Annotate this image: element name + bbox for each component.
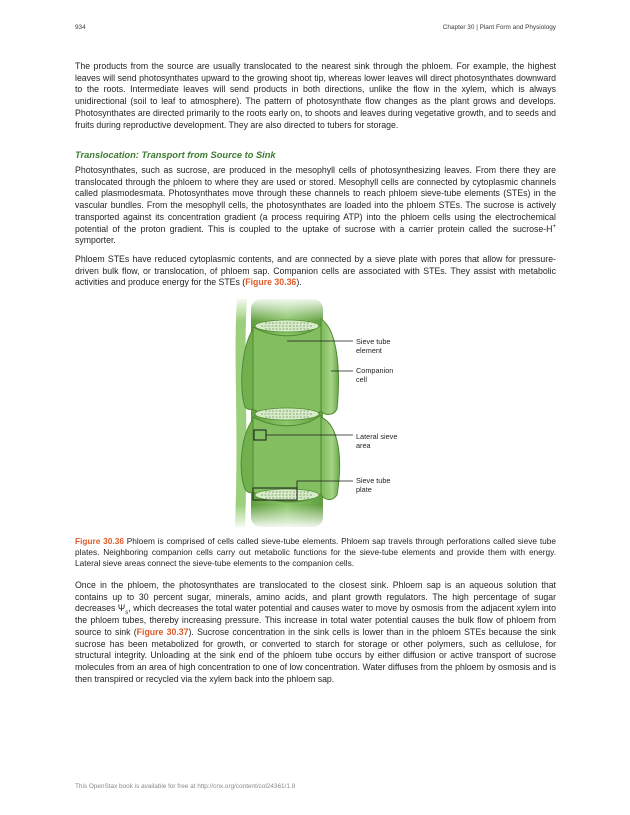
top-fade — [225, 299, 355, 321]
sieve-tube-element-1 — [253, 325, 321, 420]
superscript-plus: + — [552, 223, 556, 230]
companion-cell-1 — [321, 319, 338, 415]
left-tissue — [235, 299, 247, 527]
companion-cell-2 — [321, 417, 340, 500]
label-sieve-tube-element-2: element — [356, 346, 382, 355]
label-sieve-tube-plate-2: plate — [356, 485, 372, 494]
phloem-figure — [225, 299, 425, 527]
figure-caption — [75, 536, 556, 569]
paragraph-source-sink: The products from the source are usually translocated to the nearest sink through the phloem. For example, the highest leaves will send photosynthates upward to the growing shoot tip, whereas lower leaves will direct photosynthates downward to the roots. Intermediate leaves will send products in both directions, unlike the flow in the xylem, which is always unidirectional (soil to leaf to atmosphere). The pattern of photosynthate flow changes as the plant grows and develops. Photosynthates are directed primarily to the roots early on, to shoots and leaves during vegetative growth, and to seeds and fruits during reproductive development. They are also directed to tubers for storage. — [75, 61, 556, 130]
label-sieve-tube-plate-1: Sieve tube — [356, 476, 391, 485]
paragraph-photosynthates — [75, 165, 556, 247]
phloem-diagram — [225, 299, 425, 527]
paragraph-phloem-text: Phloem STEs have reduced cytoplasmic contents, and are connected by a sieve plate with pores that allow for pressure-driven bulk flow, or translocation, of phloem sap. Companion cells are associated with STEs. They assist with metabolic activities and produce energy for the STEs ( — [75, 254, 556, 288]
bottom-fade — [225, 505, 355, 527]
subscript-s: s — [125, 610, 129, 617]
sieve-plate-bottom — [255, 489, 319, 501]
paragraph-phloem-stes — [75, 254, 556, 289]
label-companion-cell-1: Companion — [356, 366, 394, 375]
chapter-title: Chapter 30 | Plant Form and Physiology — [442, 24, 556, 31]
paragraph-photosynthates-end: symporter. — [75, 235, 116, 246]
page-number: 934 — [75, 24, 86, 31]
caption-text: Phloem is comprised of cells called sieve-tube elements. Phloem sap travels through perforations called sieve tube plates. Neighboring companion cells carry out metabolic functions for the sieve-tube elements and provide them with energy. Lateral sieve areas connect the sieve-tube elements to the companion cells. — [75, 536, 556, 568]
paragraph-phloem-end: ). — [296, 277, 302, 288]
paragraph-photosynthates-text: Photosynthates, such as sucrose, are produced in the mesophyll cells of photosynthesizing leaves. From there they are translocated through the phloem to where they are used or stored. Mesophyll cells are connected by cytoplasmic channels called plasmodesmata. Photosynthates move through these channels to reach phloem sieve-tube elements (STEs) in the vascular bundles. From the mesophyll cells, the photosynthates are loaded into the phloem STEs. The sucrose is actively transported against its concentration gradient (a process requiring ATP) into the phloem cells using the electrochemical potential of the proton gradient. This is coupled to the uptake of sucrose with a carrier protein called the sucrose-H — [75, 165, 556, 234]
footer-note: This OpenStax book is available for free at http://cnx.org/content/col24361/1.8 — [75, 783, 296, 790]
paragraph-phloem-sap — [75, 580, 556, 685]
label-lateral-sieve-area-1: Lateral sieve — [356, 432, 398, 441]
section-heading: Translocation: Transport from Source to Sink — [75, 150, 276, 160]
figure-link-30-37[interactable]: Figure 30.37 — [136, 626, 189, 637]
paragraph-sap-text-a: Once in the phloem, the photosynthates are translocated to the closest sink. Phloem sap is an aqueous solution that contains up to 30 percent sugar, minerals, amino acids, and plant growth regulators. The high percentage of sugar decreases Ψ — [75, 580, 556, 614]
label-lateral-sieve-area-2: area — [356, 441, 371, 450]
label-companion-cell-2: cell — [356, 375, 367, 384]
paragraph-sap-text-b: , which decreases the total water potential and causes water to move by osmosis from the adjacent xylem into the phloem tubes, thereby increasing pressure. This increase in total water potential causes the bulk flow of phloem from source to sink ( — [75, 603, 556, 637]
caption-label: Figure 30.36 — [75, 536, 124, 546]
label-sieve-tube-element-1: Sieve tube — [356, 337, 391, 346]
sieve-plate-top — [255, 320, 319, 332]
paragraph-sap-text-c: ). Sucrose concentration in the sink cells is lower than in the phloem STEs because the sink sucrose has been metabolized for growth, or converted to starch for storage or other polymers, such as cellulose, for structural integrity. Unloading at the sink end of the phloem tube occurs by either diffusion or active transport of sucrose molecules from an area of high concentration to one of low concentration. Water diffuses from the phloem by osmosis and is then transpired or recycled via the xylem back into the phloem sap. — [75, 626, 556, 684]
sieve-plate-middle — [255, 408, 319, 420]
figure-link-30-36[interactable]: Figure 30.36 — [245, 277, 297, 288]
